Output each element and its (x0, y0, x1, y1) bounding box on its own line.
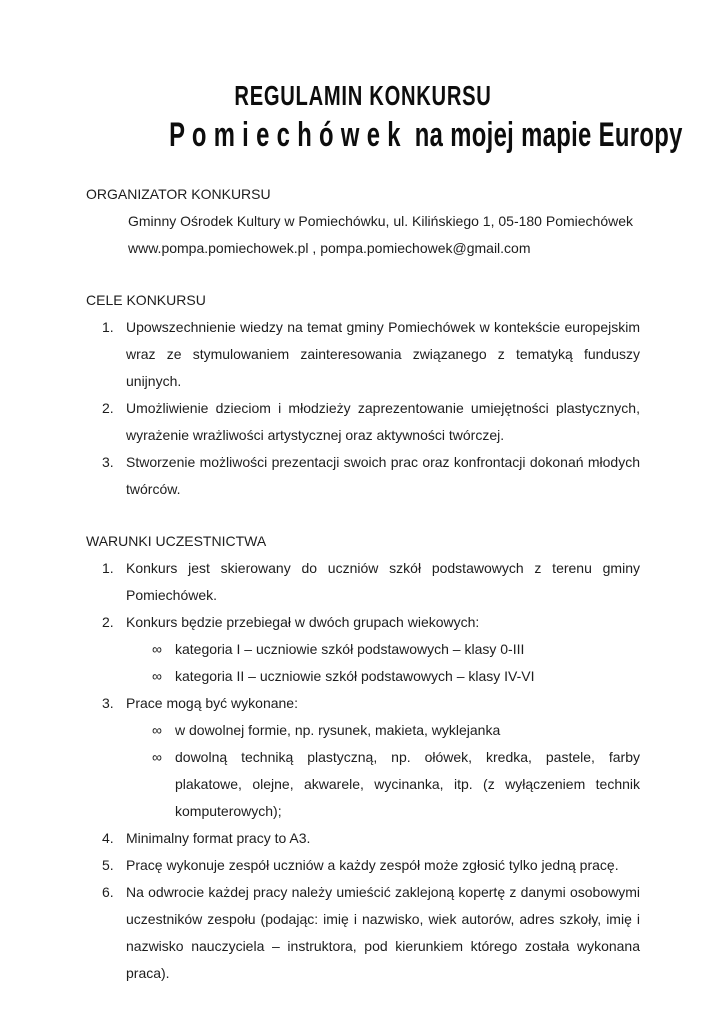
goals-heading: CELE KONKURSU (86, 292, 206, 308)
item-text: Upowszechnienie wiedzy na temat gminy Pomiechówek w kontekście europejskim wraz ze stymulowaniem zainteresowania związanego z tematyką funduszy unijnych. (126, 319, 640, 389)
item-text: Na odwrocie każdej pracy należy umieścić zaklejoną kopertę z danymi osobowymi uczestników zespołu (podając: imię i nazwisko, wiek autorów, adres szkoły, imię i nazwisko nauczyciela – instruktora, pod kierunkiem którego została wykonana praca). (126, 884, 640, 981)
item-number: 2. (102, 400, 114, 416)
item-text: Pracę wykonuje zespół uczniów a każdy zespół może zgłosić tylko jedną pracę. (126, 857, 619, 873)
sub-list-item (86, 744, 640, 825)
item-text: Minimalny format pracy to A3. (126, 830, 311, 846)
organizer-address: Gminny Ośrodek Kultury w Pomiechówku, ul. Kilińskiego 1, 05-180 Pomiechówek (128, 213, 634, 229)
sub-list-item (86, 717, 640, 744)
list-item (86, 852, 640, 879)
infinity-bullet-icon: ∞ (152, 722, 162, 738)
infinity-bullet-icon: ∞ (152, 749, 162, 765)
list-item (86, 449, 640, 503)
sub-item-text: w dowolnej formie, np. rysunek, makieta, wyklejanka (175, 722, 501, 738)
list-item (86, 555, 640, 609)
title-line-1: REGULAMIN KONKURSU (234, 80, 492, 111)
sub-list (86, 636, 640, 690)
item-number: 3. (102, 695, 114, 711)
sub-list (86, 717, 640, 825)
item-text: Prace mogą być wykonane: (126, 695, 298, 711)
infinity-bullet-icon: ∞ (152, 641, 162, 657)
sub-list-wrapper (86, 636, 640, 690)
item-number: 1. (102, 560, 114, 576)
sub-item-text: dowolną techniką plastyczną, np. ołówek, kredka, pastele, farby plakatowe, olejne, akwarele, wycinanka, itp. (z wyłączeniem technik komputerowych); (175, 749, 640, 819)
organizer-contact: www.pompa.pomiechowek.pl , pompa.pomiechowek@gmail.com (128, 240, 531, 256)
title-line-2: P o m i e c h ó w e k na mojej mapie Europy (169, 116, 683, 154)
item-text: Stworzenie możliwości prezentacji swoich prac oraz konfrontacji dokonań młodych twórców. (126, 454, 640, 497)
item-number: 4. (102, 830, 114, 846)
item-text: Konkurs jest skierowany do uczniów szkół podstawowych z terenu gminy Pomiechówek. (126, 560, 640, 603)
sub-list-item (86, 663, 640, 690)
terms-heading: WARUNKI UCZESTNICTWA (86, 533, 267, 549)
document-title (86, 80, 683, 156)
list-item (86, 609, 640, 636)
item-number: 5. (102, 857, 114, 873)
sub-list-wrapper (86, 717, 640, 825)
list-item (86, 690, 640, 717)
sub-item-text: kategoria I – uczniowie szkół podstawowych – klasy 0-III (175, 641, 525, 657)
item-number: 2. (102, 614, 114, 630)
item-number: 3. (102, 454, 114, 470)
list-item (86, 879, 640, 987)
section-organizer (86, 181, 640, 262)
list-item (86, 825, 640, 852)
sub-list-item (86, 636, 640, 663)
item-number: 6. (102, 884, 114, 900)
organizer-heading: ORGANIZATOR KONKURSU (86, 186, 271, 202)
section-goals (86, 287, 640, 503)
section-terms (86, 528, 640, 987)
sub-item-text: kategoria II – uczniowie szkół podstawowych – klasy IV-VI (175, 668, 535, 684)
item-text: Umożliwienie dzieciom i młodzieży zaprezentowanie umiejętności plastycznych, wyrażenie wrażliwości artystycznej oraz aktywności twórczej. (126, 400, 640, 443)
infinity-bullet-icon: ∞ (152, 668, 162, 684)
list-item (86, 314, 640, 395)
terms-list (86, 555, 640, 987)
list-item (86, 395, 640, 449)
goals-list (86, 314, 640, 503)
item-text: Konkurs będzie przebiegał w dwóch grupach wiekowych: (126, 614, 480, 630)
item-number: 1. (102, 319, 114, 335)
